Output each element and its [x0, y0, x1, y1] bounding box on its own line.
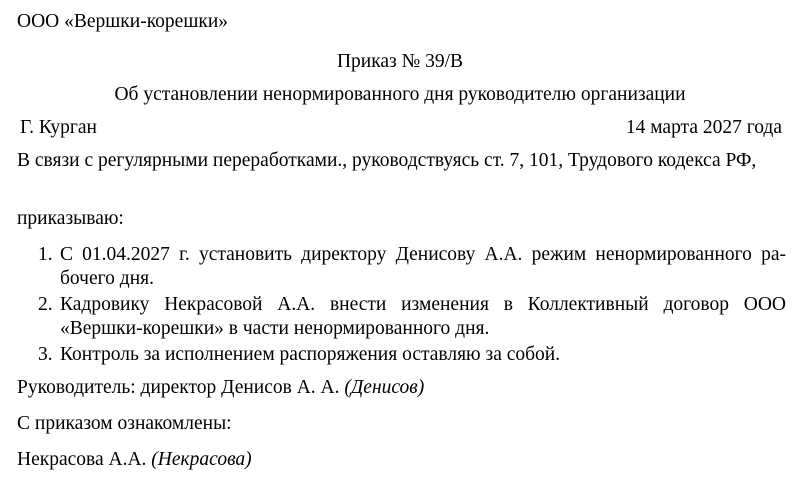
list-item-text: Кадровику Некрасовой А.А. внести изменения в Коллективный договор ООО «Вершки-корешки» в части ненормированного дня.: [60, 294, 786, 339]
list-item-number: 1.: [38, 244, 53, 265]
company-name: ООО «Вершки-корешки»: [17, 11, 229, 32]
head-signature: (Денисов): [344, 377, 425, 398]
order-items-list: [17, 243, 786, 369]
ack-name: Некрасова А.А.: [17, 449, 147, 470]
head-label: Руководитель: директор Денисов А. А.: [17, 377, 340, 398]
city: Г. Курган: [20, 117, 97, 138]
list-item-number: 2.: [38, 294, 53, 315]
list-item: [17, 243, 786, 291]
order-number: Приказ № 39/В: [336, 51, 464, 72]
head-signature-line: [17, 376, 424, 400]
list-item-text: С 01.04.2027 г. установить директору Денисову А.А. режим ненормированного рабочего дня.: [60, 244, 786, 289]
list-item-number: 3.: [38, 344, 53, 365]
acknowledgement-title: С приказом ознакомлены:: [17, 413, 232, 434]
ack-signature: (Некрасова): [151, 449, 252, 470]
order-date: 14 марта 2027 года: [625, 117, 782, 138]
order-subject: Об установлении ненормированного дня руководителю организации: [114, 84, 686, 105]
list-item: [17, 293, 786, 341]
order-word: приказываю:: [17, 208, 124, 229]
list-item: [17, 343, 786, 367]
preamble: В связи с регулярными переработками., руководствуясь ст. 7, 101, Трудового кодекса РФ,: [17, 150, 757, 171]
acknowledgement-line: [17, 448, 252, 472]
list-item-text: Контроль за исполнением распоряжения оставляю за собой.: [60, 344, 561, 365]
